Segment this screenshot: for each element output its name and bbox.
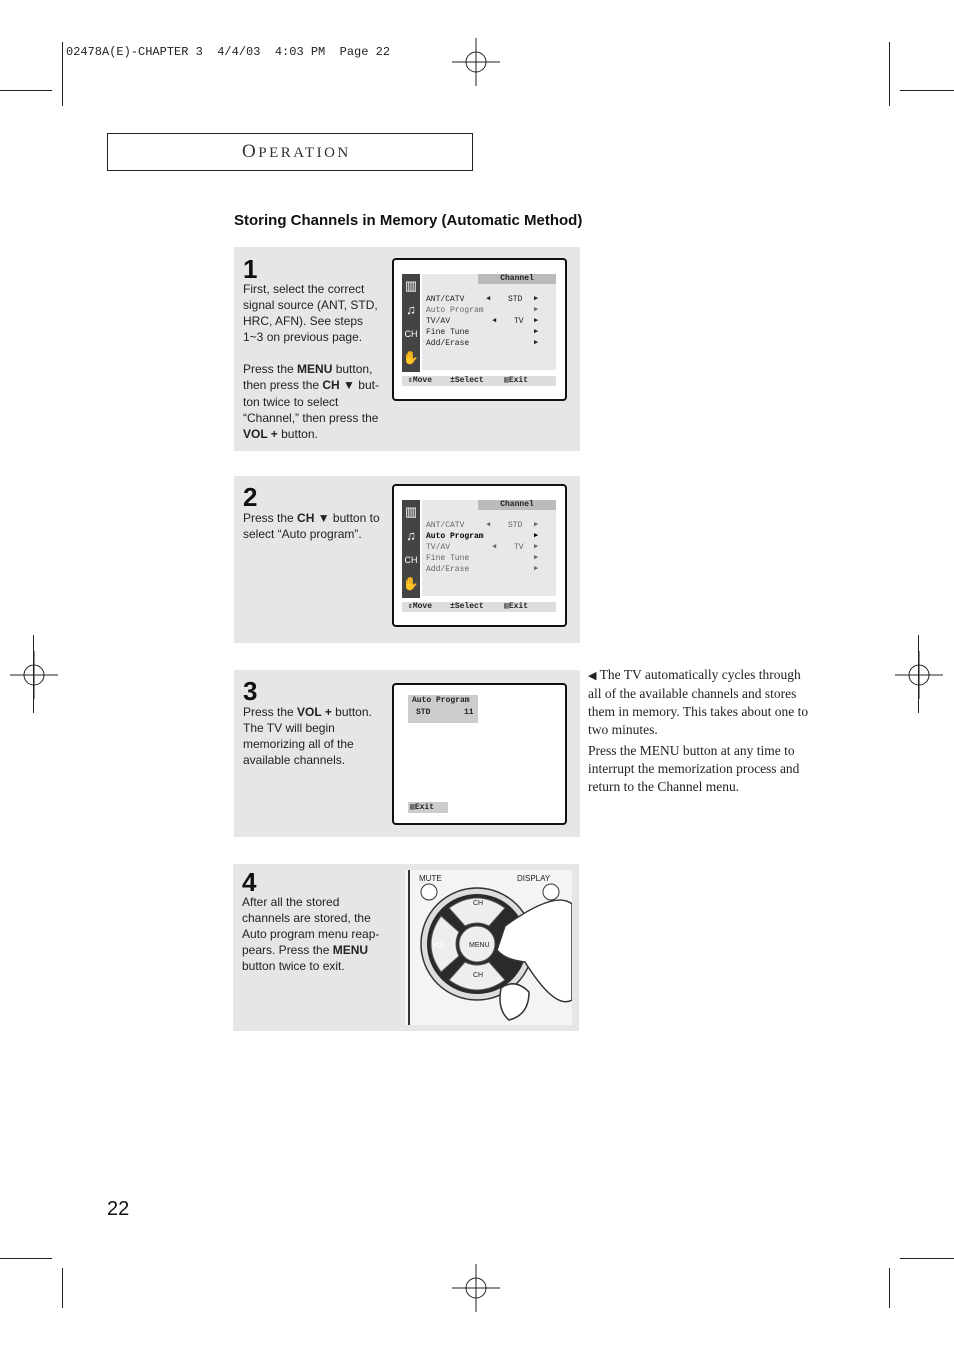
setup-icon: ✋ xyxy=(402,350,420,365)
menu-row: ANT/CATV ◀ STD ▶ xyxy=(426,295,539,304)
crop-mark xyxy=(889,42,890,106)
menu-footer: ⇕ Move ± Select ▥ Exit xyxy=(402,602,556,612)
vol-label: VOL xyxy=(432,942,447,949)
page-number: 22 xyxy=(107,1198,130,1220)
channel-icon: CH xyxy=(404,555,418,565)
step-number: 4 xyxy=(242,867,257,897)
crop-mark xyxy=(889,1268,890,1308)
menu-header: Channel xyxy=(478,274,556,284)
menu-row: TV/AV ◀ TV ▶ xyxy=(426,317,539,326)
picture-icon: ▥ xyxy=(404,278,418,293)
menu-row: Add/Erase ▶ xyxy=(426,339,539,348)
crop-mark xyxy=(62,42,63,106)
step-number: 1 xyxy=(243,254,258,284)
channel-menu-screen xyxy=(392,258,567,401)
step-2-text: Press the CH ▼ button to select “Auto program”. xyxy=(243,511,380,542)
sound-icon: ♫ xyxy=(406,302,416,317)
section-title: OPERATION xyxy=(242,141,351,162)
ch-up-label: CH xyxy=(473,900,484,907)
channel-menu xyxy=(422,500,556,596)
registration-mark-icon xyxy=(452,1264,500,1312)
menu-row: ANT/CATV ◀ STD ▶ xyxy=(426,521,539,530)
menu-icon-bar xyxy=(402,274,420,372)
print-slug: 02478A(E)-CHAPTER 3 4/4/03 4:03 PM Page 22 xyxy=(66,45,391,59)
registration-mark-icon xyxy=(895,651,943,699)
pointer-arrow-icon: ◀ xyxy=(588,670,597,682)
crop-mark xyxy=(62,1268,63,1308)
picture-icon: ▥ xyxy=(404,504,418,519)
menu-label: MENU xyxy=(469,942,490,949)
sound-icon: ♫ xyxy=(406,528,416,543)
step-3-text: Press the VOL + button. The TV will begin memorizing all of the available channels. xyxy=(243,705,372,768)
step-number: 2 xyxy=(243,482,258,512)
menu-row: Fine Tune ▶ xyxy=(426,328,539,337)
auto-program-screen xyxy=(392,683,567,825)
menu-row: Auto Program ▶ xyxy=(426,306,539,315)
crop-mark xyxy=(900,1258,954,1259)
menu-footer: ⇕ Move ± Select ▥ Exit xyxy=(402,376,556,386)
channel-menu xyxy=(422,274,556,370)
channel-menu-screen xyxy=(392,484,567,627)
auto-program-box: Auto Program STD 11 xyxy=(408,695,478,723)
exit-hint: ▥Exit xyxy=(408,802,448,813)
note-text: ◀ The TV automatically cycles through all of the available channels and stores them in memory. This takes about one to two minutes. Press the MENU button at any time to interrupt the memorization process and return to the Channel menu. xyxy=(588,667,809,794)
step-4-text: After all the stored channels are stored, the Auto program menu reap- pears. Press the MENU button twice to exit. xyxy=(242,895,380,974)
menu-row: TV/AV ◀ TV ▶ xyxy=(426,543,539,552)
step-number: 3 xyxy=(243,676,258,706)
crop-mark xyxy=(900,90,954,91)
menu-row: Add/Erase ▶ xyxy=(426,565,539,574)
crop-mark xyxy=(0,1258,52,1259)
mute-label: MUTE xyxy=(419,874,442,883)
step-1-text: First, select the correct signal source (ANT, STD, HRC, AFN). See steps 1~3 on previous page. Press the MENU button, then press the CH ▼ but- ton twice to select “Channel,” then press the VOL + button. xyxy=(243,282,379,441)
menu-header: Channel xyxy=(478,500,556,510)
menu-row-selected: Auto Program ▶ xyxy=(426,532,539,541)
crop-mark xyxy=(0,90,52,91)
channel-icon: CH xyxy=(404,329,418,339)
ch-down-label: CH xyxy=(473,972,484,979)
remote-photo xyxy=(405,870,572,1025)
setup-icon: ✋ xyxy=(402,576,420,591)
registration-mark-icon xyxy=(452,38,500,86)
display-label: DISPLAY xyxy=(517,874,551,883)
menu-row: Fine Tune ▶ xyxy=(426,554,539,563)
menu-icon-bar xyxy=(402,500,420,598)
page-heading: Storing Channels in Memory (Automatic Method) xyxy=(234,212,583,229)
registration-mark-icon xyxy=(10,651,58,699)
